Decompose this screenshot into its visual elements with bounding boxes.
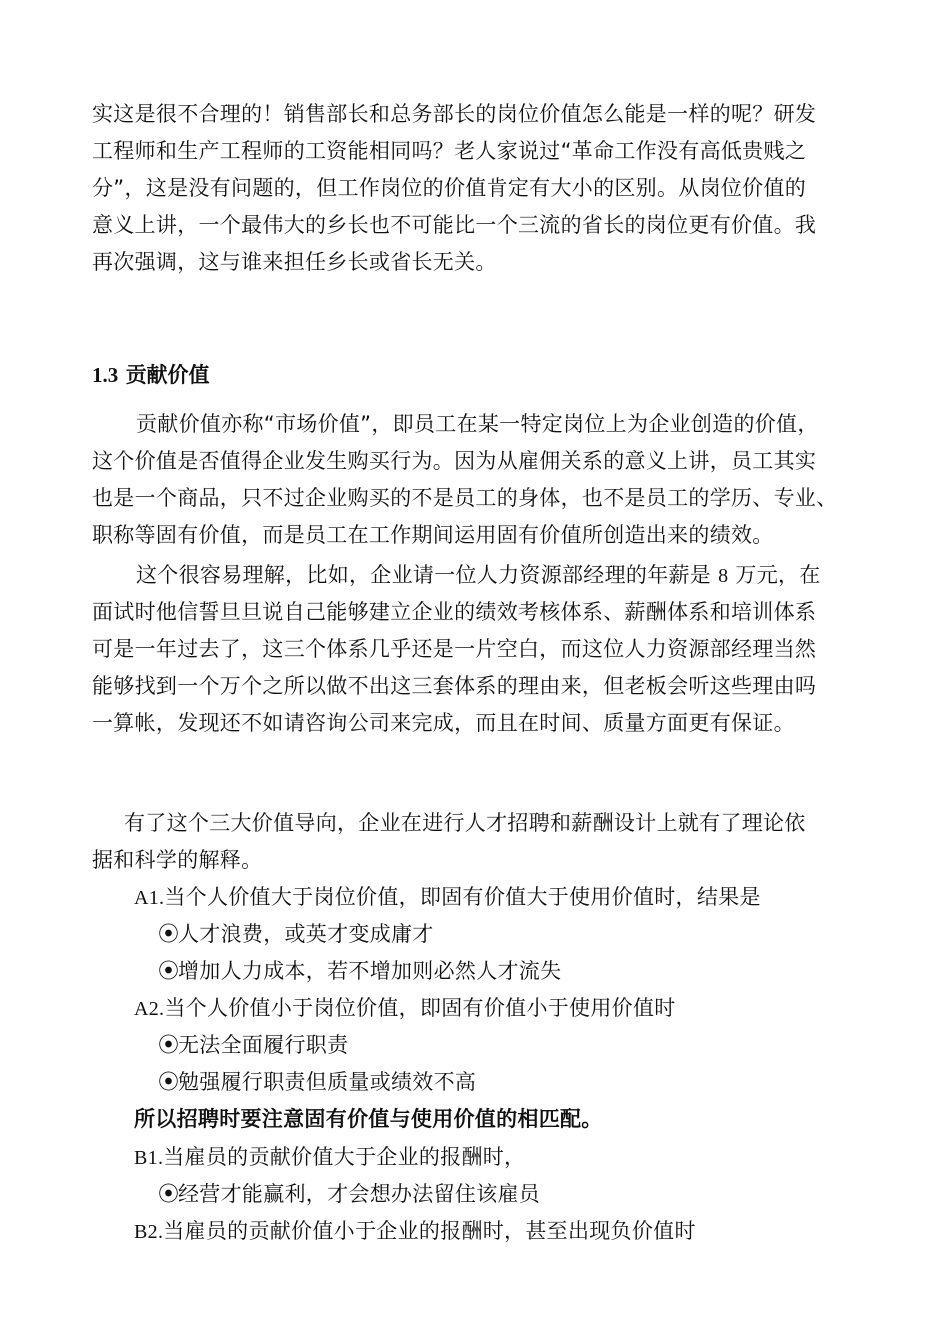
para3-line-1-post: 万元，在 [735, 563, 821, 587]
a2-item-2: 勉强履行职责但质量或绩效不高 [178, 1070, 477, 1094]
list-a1 [134, 883, 761, 912]
para1-line-5: 再次强调，这与谁来担任乡长或省长无关。 [92, 250, 497, 274]
para3-line-1 [136, 561, 821, 590]
para3-line-1-pre: 这个很容易理解，比如，企业请一位人力资源部经理的年薪是 [136, 563, 712, 587]
para3-line-4: 能够找到一个万个之所以做不出这三套体系的理由来，但老板会听这些理由吗 [92, 674, 817, 698]
salary-number: 8 [718, 565, 729, 587]
bullet-icon: ⦿ [158, 1033, 180, 1057]
para2-line-3: 也是一个商品，只不过企业购买的不是员工的身体，也不是员工的学历、专业、 [92, 486, 838, 510]
b1-item-1: 经营才能赢利，才会想办法留住该雇员 [178, 1182, 541, 1206]
a2-text: 当个人价值小于岗位价值，即固有价值小于使用价值时 [164, 996, 676, 1020]
a1-label: A1. [134, 887, 165, 909]
b2-text: 当雇员的贡献价值小于企业的报酬时，甚至出现负价值时 [163, 1219, 696, 1243]
para4-line-2: 据和科学的解释。 [92, 848, 263, 872]
bullet-icon: ⦿ [158, 959, 180, 983]
section-heading [92, 361, 210, 389]
b2-label: B2. [134, 1221, 164, 1243]
para3-line-3: 可是一年过去了，这三个体系几乎还是一片空白，而这位人力资源部经理当然 [92, 637, 817, 661]
para3-line-2: 面试时他信誓旦旦说自己能够建立企业的绩效考核体系、薪酬体系和培训体系 [92, 600, 817, 624]
list-b2 [134, 1217, 696, 1246]
a2-label: A2. [134, 998, 165, 1020]
section-title: 贡献价值 [125, 362, 210, 387]
bullet-icon: ⦿ [158, 1070, 180, 1094]
para1-line-1: 实这是很不合理的！销售部长和总务部长的岗位价值怎么能是一样的呢？研发 [92, 102, 817, 126]
para1-line-2: 工程师和生产工程师的工资能相同吗？老人家说过“革命工作没有高低贵贱之 [92, 139, 807, 163]
list-item [158, 920, 434, 948]
a1-item-2: 增加人力成本，若不增加则必然人才流失 [178, 959, 562, 983]
list-item [158, 1031, 348, 1059]
a1-item-1: 人才浪费，或英才变成庸才 [178, 922, 434, 946]
list-a2 [134, 994, 676, 1023]
list-item [158, 957, 561, 985]
para3-line-5: 一算帐，发现还不如请咨询公司来完成，而且在时间、质量方面更有保证。 [92, 711, 795, 735]
bullet-icon: ⦿ [158, 922, 180, 946]
para2-line-1: 贡献价值亦称“市场价值”，即员工在某一特定岗位上为企业创造的价值， [136, 412, 819, 436]
b1-label: B1. [134, 1147, 164, 1169]
a2-item-1: 无法全面履行职责 [178, 1033, 349, 1057]
para2-line-2: 这个价值是否值得企业发生购买行为。因为从雇佣关系的意义上讲，员工其实 [92, 449, 817, 473]
list-item [158, 1068, 476, 1096]
para1-line-4: 意义上讲，一个最伟大的乡长也不可能比一个三流的省长的岗位更有价值。我 [92, 213, 817, 237]
a1-text: 当个人价值大于岗位价值，即固有价值大于使用价值时，结果是 [164, 885, 761, 909]
list-b1 [134, 1143, 525, 1172]
b1-text: 当雇员的贡献价值大于企业的报酬时， [163, 1145, 526, 1169]
para1-line-3: 分”，这是没有问题的，但工作岗位的价值肯定有大小的区别。从岗位价值的 [92, 176, 807, 200]
bullet-icon: ⦿ [158, 1182, 180, 1206]
conclusion-line: 所以招聘时要注意固有价值与使用价值的相匹配。 [134, 1107, 603, 1131]
para2-line-4: 职称等固有价值，而是员工在工作期间运用固有价值所创造出来的绩效。 [92, 523, 774, 547]
list-item [158, 1180, 540, 1208]
section-number: 1.3 [92, 363, 119, 387]
para4-line-1: 有了这个三大价值导向，企业在进行人才招聘和薪酬设计上就有了理论依 [124, 811, 806, 835]
